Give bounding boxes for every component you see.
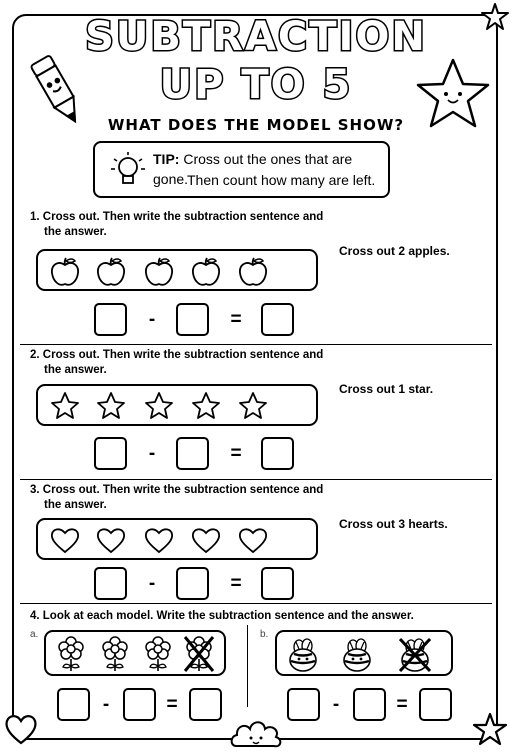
q4a-answer-box-2[interactable] [123,688,156,721]
star-icon[interactable] [50,391,80,421]
flower-icon [56,635,86,673]
flower-crossed-icon [184,635,214,673]
heart-icon[interactable] [50,525,80,555]
heart-icon[interactable] [191,525,221,555]
q3-answer-box-2[interactable] [176,567,209,600]
tip-label: TIP: [153,151,180,167]
q2-model [36,384,318,426]
q4b-answer-box-2[interactable] [353,688,386,721]
tip-box [93,141,390,198]
q4a-model [44,630,226,676]
q1-answer-box-1[interactable] [94,303,127,336]
cloud-decoration-icon [228,712,284,752]
flower-icon [143,635,173,673]
q4b-minus: - [332,694,340,715]
q3-answer-box-3[interactable] [261,567,294,600]
section-divider [20,603,492,604]
q3-equals: = [230,573,242,594]
q3-minus: - [148,573,156,594]
title-line-1: SUBTRACTION [85,14,427,60]
q2-answer-box-1[interactable] [94,437,127,470]
q4b-model [275,630,453,676]
q4-title: 4. Look at each model. Write the subtraction sentence and the answer. [30,610,414,622]
tip-line-2: Then count how many are left. [187,172,376,188]
q2-title-line-2: the answer. [44,364,107,376]
q1-note: Cross out 2 apples. [339,244,450,258]
star-icon[interactable] [191,391,221,421]
q1-minus: - [148,309,156,330]
title-line-2: UP TO 5 [159,62,353,108]
star-decoration-icon [472,712,508,748]
star-icon[interactable] [96,391,126,421]
q3-model [36,518,318,560]
q4a-answer-box-3[interactable] [189,688,222,721]
flower-icon [100,635,130,673]
q4b-answer-box-1[interactable] [287,688,320,721]
q3-answer-box-1[interactable] [94,567,127,600]
column-divider [247,625,248,707]
light-bulb-icon [110,151,146,191]
q4b-answer-box-3[interactable] [419,688,452,721]
q3-title-line-1: 3. Cross out. Then write the subtraction sentence and [30,484,324,496]
q4a-minus: - [102,694,110,715]
q3-title-line-2: the answer. [44,499,107,511]
tip-line-1: Cross out the ones that are gone. [153,151,353,187]
q4a-answer-box-1[interactable] [57,688,90,721]
heart-decoration-icon [4,712,38,746]
star-icon[interactable] [238,391,268,421]
q2-note: Cross out 1 star. [339,382,434,396]
q3-note: Cross out 3 hearts. [339,517,448,531]
section-divider [20,344,492,345]
apple-icon[interactable] [144,256,174,286]
q4b-equals: = [396,694,408,715]
bee-icon [341,638,373,672]
q1-answer-box-3[interactable] [261,303,294,336]
apple-icon[interactable] [96,256,126,286]
apple-icon[interactable] [50,256,80,286]
q4b-label: b. [260,629,269,640]
q1-model [36,249,318,291]
section-divider [20,479,492,480]
q1-equals: = [230,309,242,330]
q2-title-line-1: 2. Cross out. Then write the subtraction sentence and [30,349,324,361]
bee-crossed-icon [399,638,431,672]
star-decoration-icon [480,2,510,32]
star-icon[interactable] [144,391,174,421]
apple-icon[interactable] [238,256,268,286]
q1-title-line-2: the answer. [44,226,107,238]
q1-answer-box-2[interactable] [176,303,209,336]
q1-title-line-1: 1. Cross out. Then write the subtraction sentence and [30,211,324,223]
apple-icon[interactable] [191,256,221,286]
q2-minus: - [148,443,156,464]
q4a-equals: = [166,694,178,715]
bee-icon [287,638,319,672]
q2-answer-box-2[interactable] [176,437,209,470]
q4a-label: a. [30,629,39,640]
subtitle: WHAT DOES THE MODEL SHOW? [107,116,405,134]
q2-answer-box-3[interactable] [261,437,294,470]
heart-icon[interactable] [144,525,174,555]
heart-icon[interactable] [96,525,126,555]
q2-equals: = [230,443,242,464]
heart-icon[interactable] [238,525,268,555]
